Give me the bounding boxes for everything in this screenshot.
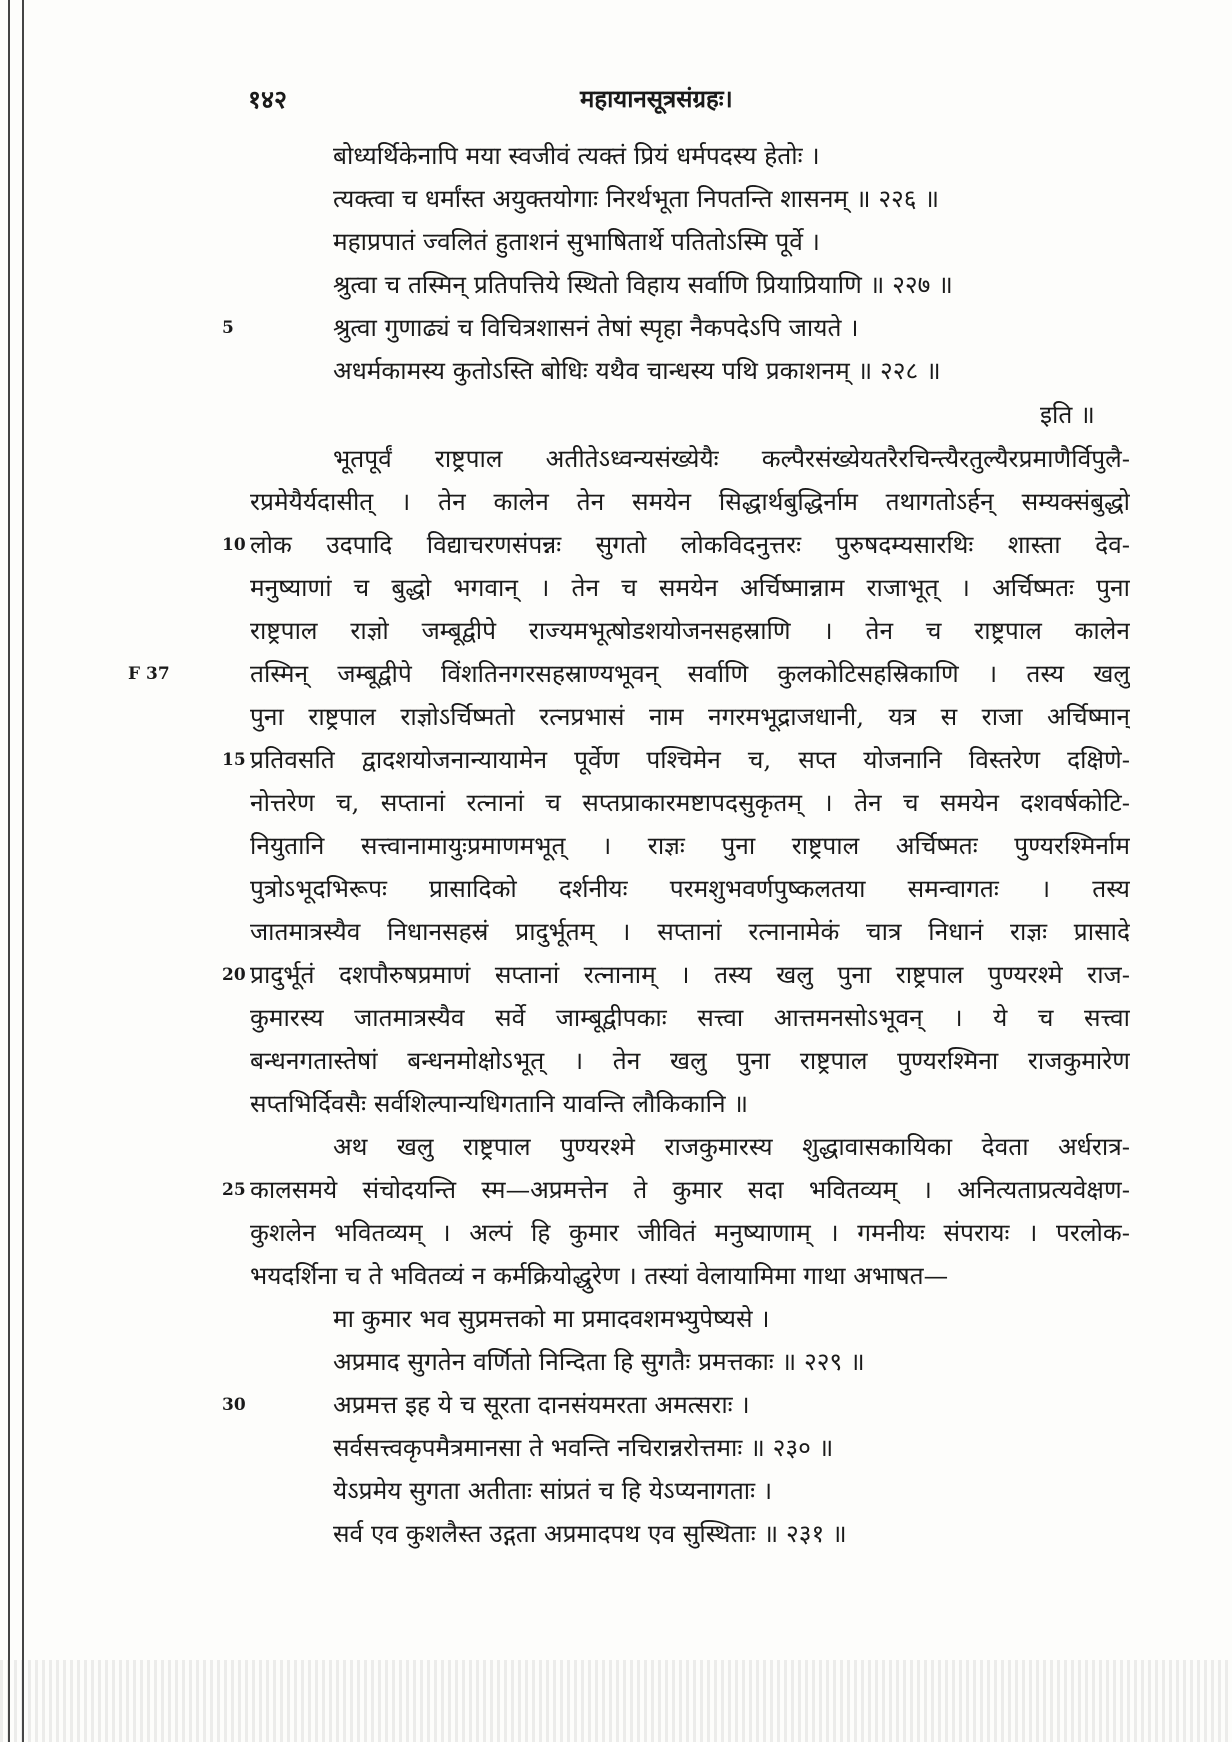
prose-line: मनुष्याणां च बुद्धो भगवान् । तेन च समयेन अर्चिष्मान्नाम राजाभूत् । अर्चिष्मतः पुना (250, 573, 1130, 602)
line-number: 10 (222, 535, 246, 555)
prose-line: कालसमये संचोदयन्ति स्म—अप्रमत्तेन ते कुमार सदा भवितव्यम् । अनित्यताप्रत्यवेक्षण- (250, 1175, 1130, 1204)
verse-line: त्यक्त्वा च धर्मांस्त अयुक्तयोगाः निरर्थभूता निपतन्ति शासनम् ॥ २२६ ॥ (333, 184, 940, 213)
line-number: 20 (222, 965, 246, 985)
verse-line: येऽप्रमेय सुगता अतीताः सांप्रतं च हि येऽप्यनागताः । (333, 1476, 773, 1505)
verse-line: बोध्यर्थिकेनापि मया स्वजीवं त्यक्तं प्रियं धर्मपदस्य हेतोः । (333, 141, 820, 170)
prose-line: लोक उदपादि विद्याचरणसंपन्नः सुगतो लोकविदनुत्तरः पुरुषदम्यसारथिः शास्ता देव- (250, 530, 1130, 559)
verse-line: श्रुत्वा गुणाढ्यं च विचित्रशासनं तेषां स्पृहा नैकपदेऽपि जायते । (333, 313, 859, 342)
running-title: महायानसूत्रसंग्रहः। (580, 84, 733, 113)
prose-line: बन्धनगतास्तेषां बन्धनमोक्षोऽभूत् । तेन खलु पुना राष्ट्रपाल पुण्यरश्मिना राजकुमारेण (250, 1046, 1130, 1075)
prose-line: नियुतानि सत्त्वानामायुःप्रमाणमभूत् । राज्ञः पुना राष्ट्रपाल अर्चिष्मतः पुण्यरश्मिर्नाम (250, 831, 1130, 860)
prose-line: जातमात्रस्यैव निधानसहस्रं प्रादुर्भूतम् । सप्तानां रत्नानामेकं चात्र निधानं राज्ञः प्रासादे (250, 917, 1130, 946)
page-header (0, 82, 1232, 122)
prose-line: पुत्रोऽभूदभिरूपः प्रासादिको दर्शनीयः परमशुभवर्णपुष्कलतया समन्वागतः । तस्य (250, 874, 1130, 903)
verse-line: अप्रमाद सुगतेन वर्णितो निन्दिता हि सुगतैः प्रमत्तकाः ॥ २२९ ॥ (333, 1347, 865, 1376)
scan-noise (0, 1660, 1232, 1742)
verse-line: श्रुत्वा च तस्मिन् प्रतिपत्तिये स्थितो विहाय सर्वाणि प्रियाप्रियाणि ॥ २२७ ॥ (333, 270, 953, 299)
prose-line: प्रादुर्भूतं दशपौरुषप्रमाणं सप्तानां रत्नानाम् । तस्य खलु पुना राष्ट्रपाल पुण्यरश्मे राज- (250, 960, 1130, 989)
iti-marker: इति ॥ (1040, 400, 1095, 429)
prose-line: प्रतिवसति द्वादशयोजनान्यायामेन पूर्वेण पश्चिमेन च, सप्त योजनानि विस्तरेण दक्षिणे- (250, 745, 1130, 774)
prose-line: रप्रमेयैर्यदासीत् । तेन कालेन तेन समयेन सिद्धार्थबुद्धिर्नाम तथागतोऽर्हन् सम्यक्संबुद्धो (250, 487, 1130, 516)
line-number: 5 (222, 318, 234, 338)
folio-reference: F 37 (128, 664, 170, 684)
prose-line: पुना राष्ट्रपाल राज्ञोऽर्चिष्मतो रत्नप्रभासं नाम नगरमभूद्राजधानी, यत्र स राजा अर्चिष्मान् (250, 702, 1130, 731)
prose-line: नोत्तरेण च, सप्तानां रत्नानां च सप्तप्राकारमष्टापदसुकृतम् । तेन च समयेन दशवर्षकोटि- (250, 788, 1130, 817)
page-number: १४२ (248, 85, 288, 114)
verse-line: सर्वसत्त्वकृपमैत्रमानसा ते भवन्ति नचिरान्नरोत्तमाः ॥ २३० ॥ (333, 1433, 834, 1462)
line-number: 25 (222, 1180, 246, 1200)
prose-line: कुमारस्य जातमात्रस्यैव सर्वे जाम्बूद्वीपकाः सत्त्वा आत्तमनसोऽभूवन् । ये च सत्त्वा (250, 1003, 1130, 1032)
verse-line: सर्व एव कुशलैस्त उद्गता अप्रमादपथ एव सुस्थिताः ॥ २३१ ॥ (333, 1519, 847, 1548)
verse-line: महाप्रपातं ज्वलितं हुताशनं सुभाषितार्थे पतितोऽस्मि पूर्वे । (333, 227, 820, 256)
line-number: 15 (222, 750, 246, 770)
page-edge-line (22, 0, 24, 1742)
verse-line: अधर्मकामस्य कुतोऽस्ति बोधिः यथैव चान्धस्य पथि प्रकाशनम् ॥ २२८ ॥ (333, 356, 941, 385)
prose-line: भयदर्शिना च ते भवितव्यं न कर्मक्रियोद्धुरेण । तस्यां वेलायामिमा गाथा अभाषत— (250, 1261, 949, 1290)
prose-line: कुशलेन भवितव्यम् । अल्पं हि कुमार जीवितं मनुष्याणाम् । गमनीयः संपरायः । परलोक- (250, 1218, 1130, 1247)
prose-line: राष्ट्रपाल राज्ञो जम्बूद्वीपे राज्यमभूत्षोडशयोजनसहस्राणि । तेन च राष्ट्रपाल कालेन (250, 616, 1130, 645)
verse-line: मा कुमार भव सुप्रमत्तको मा प्रमादवशमभ्युपेष्यसे । (333, 1304, 770, 1333)
line-number: 30 (222, 1395, 246, 1415)
page-edge-line (8, 0, 10, 1742)
prose-line: सप्तभिर्दिवसैः सर्वशिल्पान्यधिगतानि यावन्ति लौकिकानि ॥ (250, 1089, 749, 1118)
prose-line: तस्मिन् जम्बूद्वीपे विंशतिनगरसहस्राण्यभूवन् सर्वाणि कुलकोटिसहस्रिकाणि । तस्य खलु (250, 659, 1130, 688)
prose-line: अथ खलु राष्ट्रपाल पुण्यरश्मे राजकुमारस्य शुद्धावासकायिका देवता अर्धरात्र- (333, 1132, 1130, 1161)
prose-line: भूतपूर्वं राष्ट्रपाल अतीतेऽध्वन्यसंख्येयैः कल्पैरसंख्येयतरैरचिन्त्यैरतुल्यैरप्रमाणैर्विपुलै- (333, 444, 1130, 473)
verse-line: अप्रमत्त इह ये च सूरता दानसंयमरता अमत्सराः । (333, 1390, 750, 1419)
